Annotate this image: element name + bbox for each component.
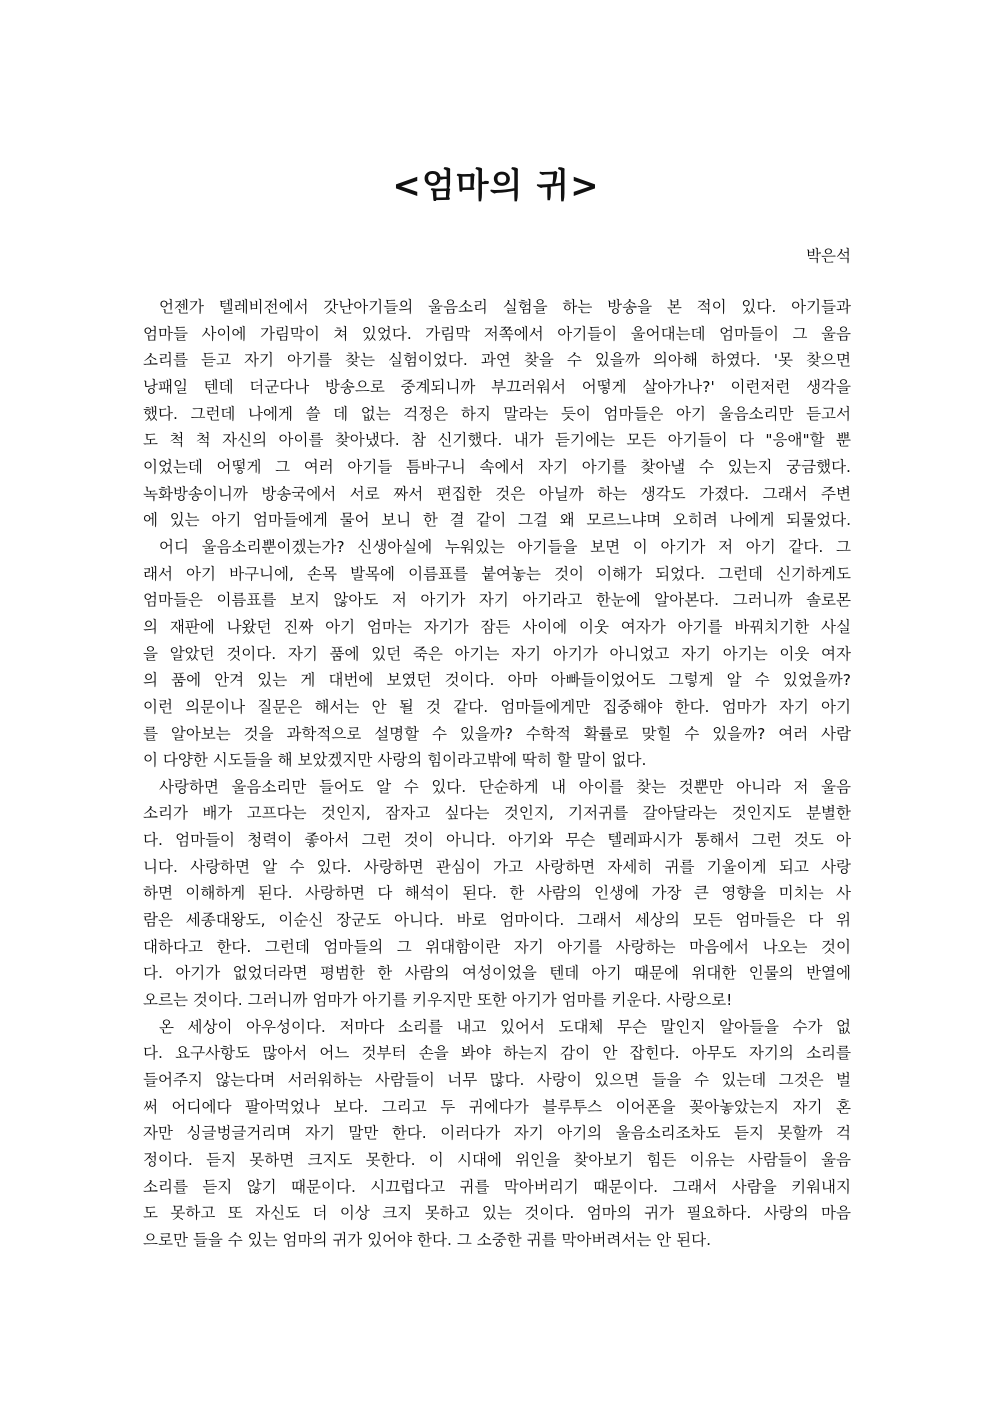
text-line: 정이다. 듣지 못하면 크지도 못한다. 이 시대에 위인을 찾아보기 힘든 이유는 사람들이 울음 (143, 1151, 851, 1169)
paragraph (143, 1014, 851, 1254)
text-line: 니다. 사랑하면 알 수 있다. 사랑하면 관심이 가고 사랑하면 자세히 귀를 기울이게 되고 사랑 (143, 857, 851, 876)
text-line: 다. 아기가 없었더라면 평범한 한 사람의 여성이었을 텐데 아기 때문에 위대한 인물의 반열에 (143, 964, 851, 983)
text-line: 의 재판에 나왔던 진짜 아기 엄마는 자기가 잠든 사이에 이웃 여자가 아기를 바꿔치기한 사실 (143, 617, 851, 636)
text-line: 람은 세종대왕도, 이순신 장군도 아니다. 바로 엄마이다. 그래서 세상의 모든 엄마들은 다 위 (143, 911, 851, 930)
text-line: 엄마들 사이에 가림막이 쳐 있었다. 가림막 저쪽에서 아기들이 울어대는데 엄마들이 그 울음 (143, 324, 851, 343)
text-line: 온 세상이 아우성이다. 저마다 소리를 내고 있어서 도대체 무슨 말인지 알아들을 수가 없 (159, 1017, 851, 1036)
text-line: 소리가 배가 고프다는 것인지, 잠자고 싶다는 것인지, 기저귀를 갈아달라는 것인지도 분별한 (143, 804, 851, 823)
text-line: 낭패일 텐데 더군다나 방송으로 중계되니까 부끄러워서 어떻게 살아가나?' 이런저런 생각을 (143, 377, 851, 396)
text-line: 이 다양한 시도들을 해 보았겠지만 사랑의 힘이라고밖에 딱히 할 말이 없다. (143, 751, 647, 770)
text-line: 오르는 것이다. 그러니까 엄마가 아기를 키우지만 또한 아기가 엄마를 키운다. 사랑으로! (143, 991, 733, 1010)
text-line: 래서 아기 바구니에, 손목 발목에 이름표를 붙여놓는 것이 이해가 되었다. 그런데 신기하게도 (143, 564, 851, 583)
document-body (143, 294, 851, 1254)
text-line: 도 척 척 자신의 아이를 찾아냈다. 참 신기했다. 내가 듣기에는 모든 아기들이 다 "응애"할 뿐 (143, 431, 851, 450)
text-line: 사랑하면 울음소리만 들어도 알 수 있다. 단순하게 내 아이를 찾는 것뿐만 아니라 저 울음 (159, 777, 851, 796)
text-line: 엄마들은 이름표를 보지 않아도 저 아기가 자기 아기라고 한눈에 알아본다. 그러니까 솔로몬 (143, 591, 851, 610)
text-line: 했다. 그런데 나에게 쓸 데 없는 걱정은 하지 말라는 듯이 엄마들은 아기 울음소리만 듣고서 (143, 404, 851, 423)
text-line: 을 알았던 것이다. 자기 품에 있던 죽은 아기는 자기 아기가 아니었고 자기 아기는 이웃 여자 (143, 644, 851, 663)
text-line: 소리를 듣지 않기 때문이다. 시끄럽다고 귀를 막아버리기 때문이다. 그래서 사람을 키워내지 (143, 1177, 851, 1196)
text-line: 이었는데 어떻게 그 여러 아기들 틈바구니 속에서 자기 아기를 찾아낼 수 있는지 궁금했다. (143, 457, 851, 476)
author-name: 박은석 (806, 247, 851, 265)
text-line: 다. 엄마들이 청력이 좋아서 그런 것이 아니다. 아기와 무슨 텔레파시가 통해서 그런 것도 아 (143, 831, 851, 850)
text-line: 어디 울음소리뿐이겠는가? 신생아실에 누워있는 아기들을 보면 이 아기가 저 아기 같다. 그 (159, 537, 851, 556)
text-line: 다. 요구사항도 많아서 어느 것부터 손을 봐야 하는지 감이 안 잡힌다. 아무도 자기의 소리를 (143, 1044, 851, 1063)
text-line: 대하다고 한다. 그런데 엄마들의 그 위대함이란 자기 아기를 사랑하는 마음에서 나오는 것이 (143, 937, 851, 956)
text-line: 자만 싱글벙글거리며 자기 말만 한다. 이러다가 자기 아기의 울음소리조차도 듣지 못할까 걱 (143, 1124, 851, 1143)
text-line: 도 못하고 또 자신도 더 이상 크지 못하고 있는 것이다. 엄마의 귀가 필요하다. 사랑의 마음 (143, 1204, 851, 1223)
text-line: 녹화방송이니까 방송국에서 서로 짜서 편집한 것은 아닐까 하는 생각도 가졌다. 그래서 주변 (143, 484, 851, 503)
text-line: 써 어디에다 팔아먹었나 보다. 그리고 두 귀에다가 블루투스 이어폰을 꽂아놓았는지 자기 혼 (143, 1097, 851, 1116)
document-title: <엄마의 귀> (392, 166, 600, 206)
paragraph (143, 774, 851, 1014)
paragraph (143, 534, 851, 774)
paragraph (143, 294, 851, 534)
text-line: 들어주지 않는다며 서러워하는 사람들이 너무 많다. 사랑이 있으면 들을 수 있는데 그것은 벌 (143, 1071, 851, 1090)
text-line: 를 알아보는 것을 과학적으로 설명할 수 있을까? 수학적 확률로 맞힐 수 있을까? 여러 사람 (143, 724, 851, 743)
text-line: 언젠가 텔레비전에서 갓난아기들의 울음소리 실험을 하는 방송을 본 적이 있다. 아기들과 (159, 298, 851, 316)
text-line: 이런 의문이나 질문은 해서는 안 될 것 같다. 엄마들에게만 집중해야 한다. 엄마가 자기 아기 (143, 697, 851, 716)
text-line: 으로만 들을 수 있는 엄마의 귀가 있어야 한다. 그 소중한 귀를 막아버려서는 안 된다. (143, 1230, 712, 1249)
text-line: 소리를 듣고 자기 아기를 찾는 실험이었다. 과연 찾을 수 있을까 의아해 하였다. '못 찾으면 (143, 351, 851, 370)
text-line: 의 품에 안겨 있는 게 대번에 보였던 것이다. 아마 아빠들이었어도 그렇게 알 수 있었을까? (143, 671, 851, 690)
text-line: 하면 이해하게 된다. 사랑하면 다 해석이 된다. 한 사람의 인생에 가장 큰 영향을 미치는 사 (143, 884, 851, 903)
text-line: 에 있는 아기 엄마들에게 물어 보니 한 결 같이 그걸 왜 모르느냐며 오히려 나에게 되물었다. (143, 511, 851, 530)
